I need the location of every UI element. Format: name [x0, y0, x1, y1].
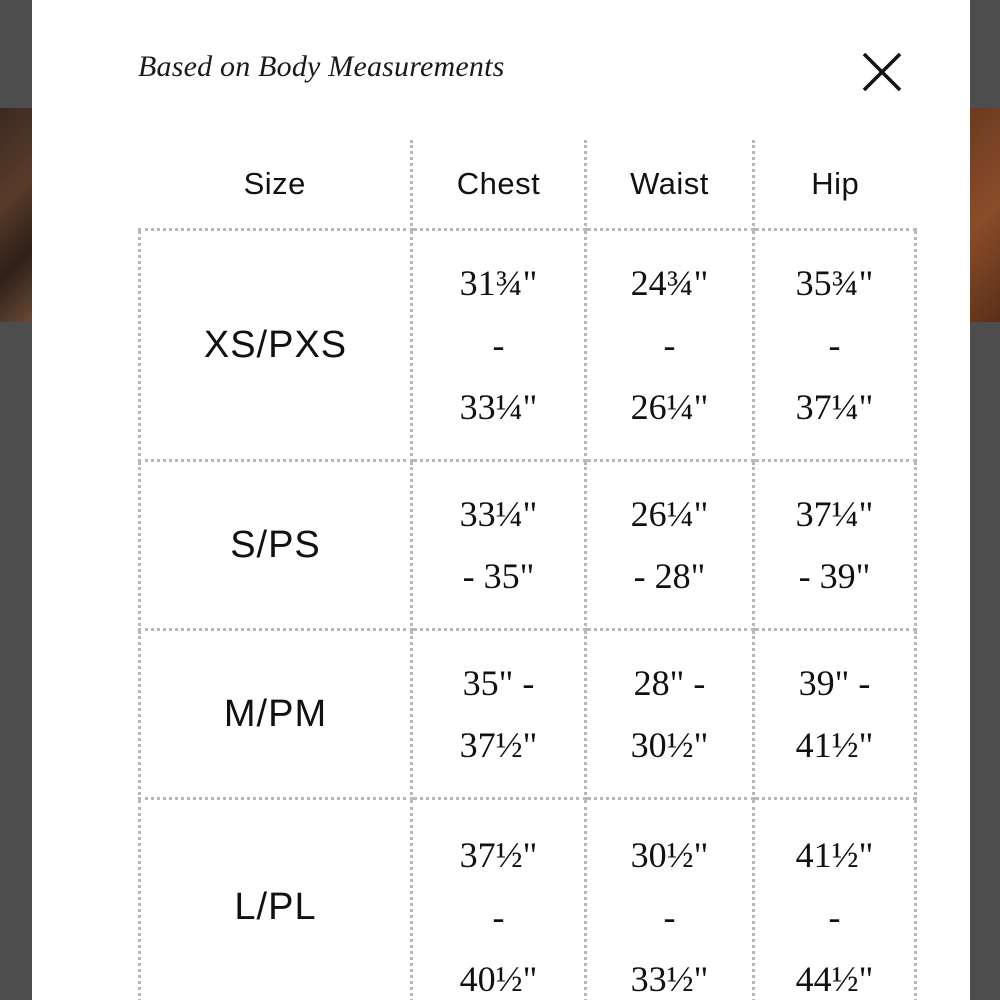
hip-value: - 39": [798, 556, 871, 596]
waist-value: 26¼": [630, 387, 709, 427]
hip-value: 41½": [795, 725, 874, 765]
hip-cell: [754, 230, 916, 461]
range-separator: -: [663, 897, 676, 937]
header-hip: Hip: [754, 140, 916, 230]
range-separator: -: [828, 325, 841, 365]
hip-value: 35¾": [795, 263, 874, 303]
table-header-row: [140, 140, 916, 230]
table-row: [140, 230, 916, 461]
table-row: [140, 461, 916, 630]
waist-value: 33½": [630, 959, 709, 999]
hip-value: 37¼": [795, 494, 874, 534]
waist-cell: [586, 230, 754, 461]
hip-value: 41½": [795, 835, 874, 875]
chest-cell: [412, 630, 586, 799]
waist-cell: [586, 799, 754, 1000]
waist-value: 28" -: [633, 663, 706, 703]
waist-value: 30½": [630, 725, 709, 765]
range-separator: -: [492, 897, 505, 937]
chest-value: - 35": [462, 556, 535, 596]
range-separator: -: [663, 325, 676, 365]
hip-cell: [754, 799, 916, 1000]
hip-value: 44½": [795, 959, 874, 999]
table-row: [140, 799, 916, 1000]
chest-cell: [412, 230, 586, 461]
chest-value: 33¼": [459, 494, 538, 534]
size-label: XS/PXS: [140, 230, 412, 461]
hip-cell: [754, 461, 916, 630]
header-chest: Chest: [412, 140, 586, 230]
range-separator: -: [492, 325, 505, 365]
background-photo-left: [0, 108, 32, 322]
chest-value: 33¼": [459, 387, 538, 427]
table-row: [140, 630, 916, 799]
chest-cell: [412, 799, 586, 1000]
chest-value: 37½": [459, 835, 538, 875]
header-waist: Waist: [586, 140, 754, 230]
waist-value: 30½": [630, 835, 709, 875]
size-label: S/PS: [140, 461, 412, 630]
hip-value: 39" -: [798, 663, 871, 703]
close-icon: [858, 48, 906, 96]
header-size: Size: [140, 140, 412, 230]
modal-title: Based on Body Measurements: [138, 50, 505, 83]
size-guide-modal: [32, 0, 970, 1000]
chest-value: 37½": [459, 725, 538, 765]
close-button[interactable]: [858, 48, 906, 96]
waist-cell: [586, 630, 754, 799]
size-label: L/PL: [140, 799, 412, 1000]
chest-value: 31¾": [459, 263, 538, 303]
waist-value: 24¾": [630, 263, 709, 303]
waist-value: 26¼": [630, 494, 709, 534]
chest-value: 35" -: [462, 663, 535, 703]
waist-value: - 28": [633, 556, 706, 596]
range-separator: -: [828, 897, 841, 937]
chest-cell: [412, 461, 586, 630]
hip-cell: [754, 630, 916, 799]
hip-value: 37¼": [795, 387, 874, 427]
chest-value: 40½": [459, 959, 538, 999]
background-photo-right: [970, 108, 1000, 322]
size-label: M/PM: [140, 630, 412, 799]
waist-cell: [586, 461, 754, 630]
size-chart-table: [138, 140, 917, 1000]
